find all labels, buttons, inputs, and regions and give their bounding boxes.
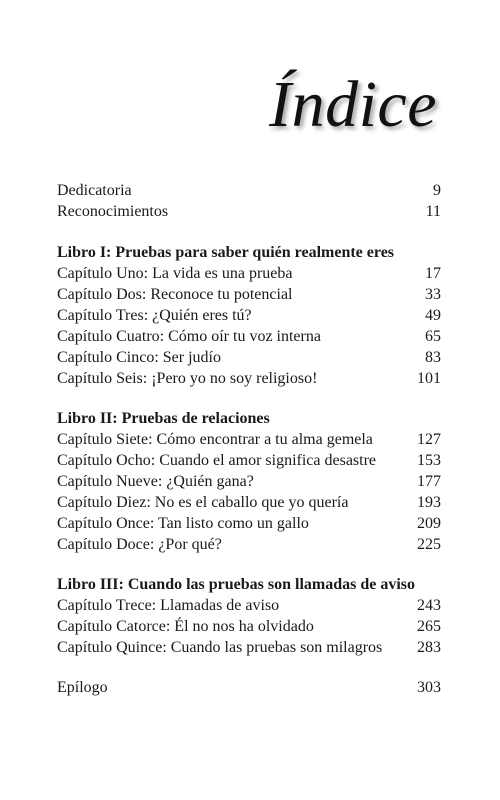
- toc-entry-label: Capítulo Quince: Cuando las pruebas son milagros: [57, 639, 383, 656]
- toc-entry-label: Capítulo Dos: Reconoce tu potencial: [57, 286, 293, 303]
- toc-entry[interactable]: [57, 263, 441, 284]
- toc-entry-page: 193: [417, 494, 441, 511]
- section-heading: Libro III: Cuando las pruebas son llamadas de aviso: [57, 576, 416, 593]
- toc-entry-label: Capítulo Cuatro: Cómo oír tu voz interna: [57, 328, 321, 345]
- toc-entry-page: 17: [425, 265, 441, 282]
- toc-entry-label: Reconocimientos: [57, 203, 169, 220]
- toc-entry-label: Capítulo Tres: ¿Quién eres tú?: [57, 307, 252, 324]
- toc-entry[interactable]: [57, 513, 441, 534]
- toc-entry-page: 49: [425, 307, 441, 324]
- toc-entry[interactable]: [57, 677, 441, 698]
- toc-entry[interactable]: [57, 305, 441, 326]
- toc-entry[interactable]: [57, 201, 441, 222]
- table-of-contents: [57, 180, 441, 717]
- toc-entry-page: 225: [417, 536, 441, 553]
- toc-entry-page: 265: [417, 618, 441, 635]
- book-section-1: [57, 242, 441, 389]
- toc-entry-page: 209: [417, 515, 441, 532]
- toc-entry[interactable]: [57, 471, 441, 492]
- toc-entry-label: Capítulo Nueve: ¿Quién gana?: [57, 473, 254, 490]
- toc-entry-label: Epílogo: [57, 679, 108, 696]
- toc-entry-page: 65: [425, 328, 441, 345]
- toc-entry-page: 177: [417, 473, 441, 490]
- toc-entry[interactable]: [57, 284, 441, 305]
- toc-entry-label: Capítulo Doce: ¿Por qué?: [57, 536, 222, 553]
- toc-entry-page: 243: [417, 597, 441, 614]
- toc-entry-label: Capítulo Siete: Cómo encontrar a tu alma gemela: [57, 431, 373, 448]
- toc-entry-label: Capítulo Seis: ¡Pero yo no soy religioso!: [57, 370, 318, 387]
- toc-entry[interactable]: [57, 595, 441, 616]
- toc-entry-page: 127: [417, 431, 441, 448]
- toc-entry[interactable]: [57, 616, 441, 637]
- toc-entry-label: Capítulo Once: Tan listo como un gallo: [57, 515, 309, 532]
- section-heading: Libro I: Pruebas para saber quién realmente eres: [57, 244, 395, 261]
- toc-entry[interactable]: [57, 492, 441, 513]
- toc-entry-label: Capítulo Trece: Llamadas de aviso: [57, 597, 280, 614]
- toc-entry[interactable]: [57, 450, 441, 471]
- toc-entry[interactable]: [57, 368, 441, 389]
- section-heading: Libro II: Pruebas de relaciones: [57, 410, 270, 427]
- page-title: Índice: [269, 68, 437, 141]
- toc-entry-label: Capítulo Diez: No es el caballo que yo quería: [57, 494, 349, 511]
- toc-entry-page: 83: [425, 349, 441, 366]
- book-section-3: [57, 574, 441, 658]
- toc-entry-page: 11: [425, 203, 441, 220]
- toc-entry[interactable]: [57, 326, 441, 347]
- toc-entry-page: 33: [425, 286, 441, 303]
- toc-entry-label: Capítulo Ocho: Cuando el amor significa desastre: [57, 452, 377, 469]
- toc-entry[interactable]: [57, 180, 441, 201]
- toc-entry-label: Capítulo Catorce: Él no nos ha olvidado: [57, 618, 314, 635]
- toc-entry-page: 101: [417, 370, 441, 387]
- toc-entry-label: Dedicatoria: [57, 182, 132, 199]
- toc-entry[interactable]: [57, 637, 441, 658]
- toc-entry-page: 153: [417, 452, 441, 469]
- front-matter: [57, 180, 441, 222]
- toc-entry[interactable]: [57, 429, 441, 450]
- toc-entry-page: 9: [433, 182, 441, 199]
- toc-entry[interactable]: [57, 534, 441, 555]
- book-section-2: [57, 408, 441, 555]
- back-matter: [57, 677, 441, 698]
- toc-entry-page: 283: [417, 639, 441, 656]
- toc-entry-label: Capítulo Cinco: Ser judío: [57, 349, 221, 366]
- toc-entry[interactable]: [57, 347, 441, 368]
- toc-entry-label: Capítulo Uno: La vida es una prueba: [57, 265, 293, 282]
- toc-entry-page: 303: [417, 679, 441, 696]
